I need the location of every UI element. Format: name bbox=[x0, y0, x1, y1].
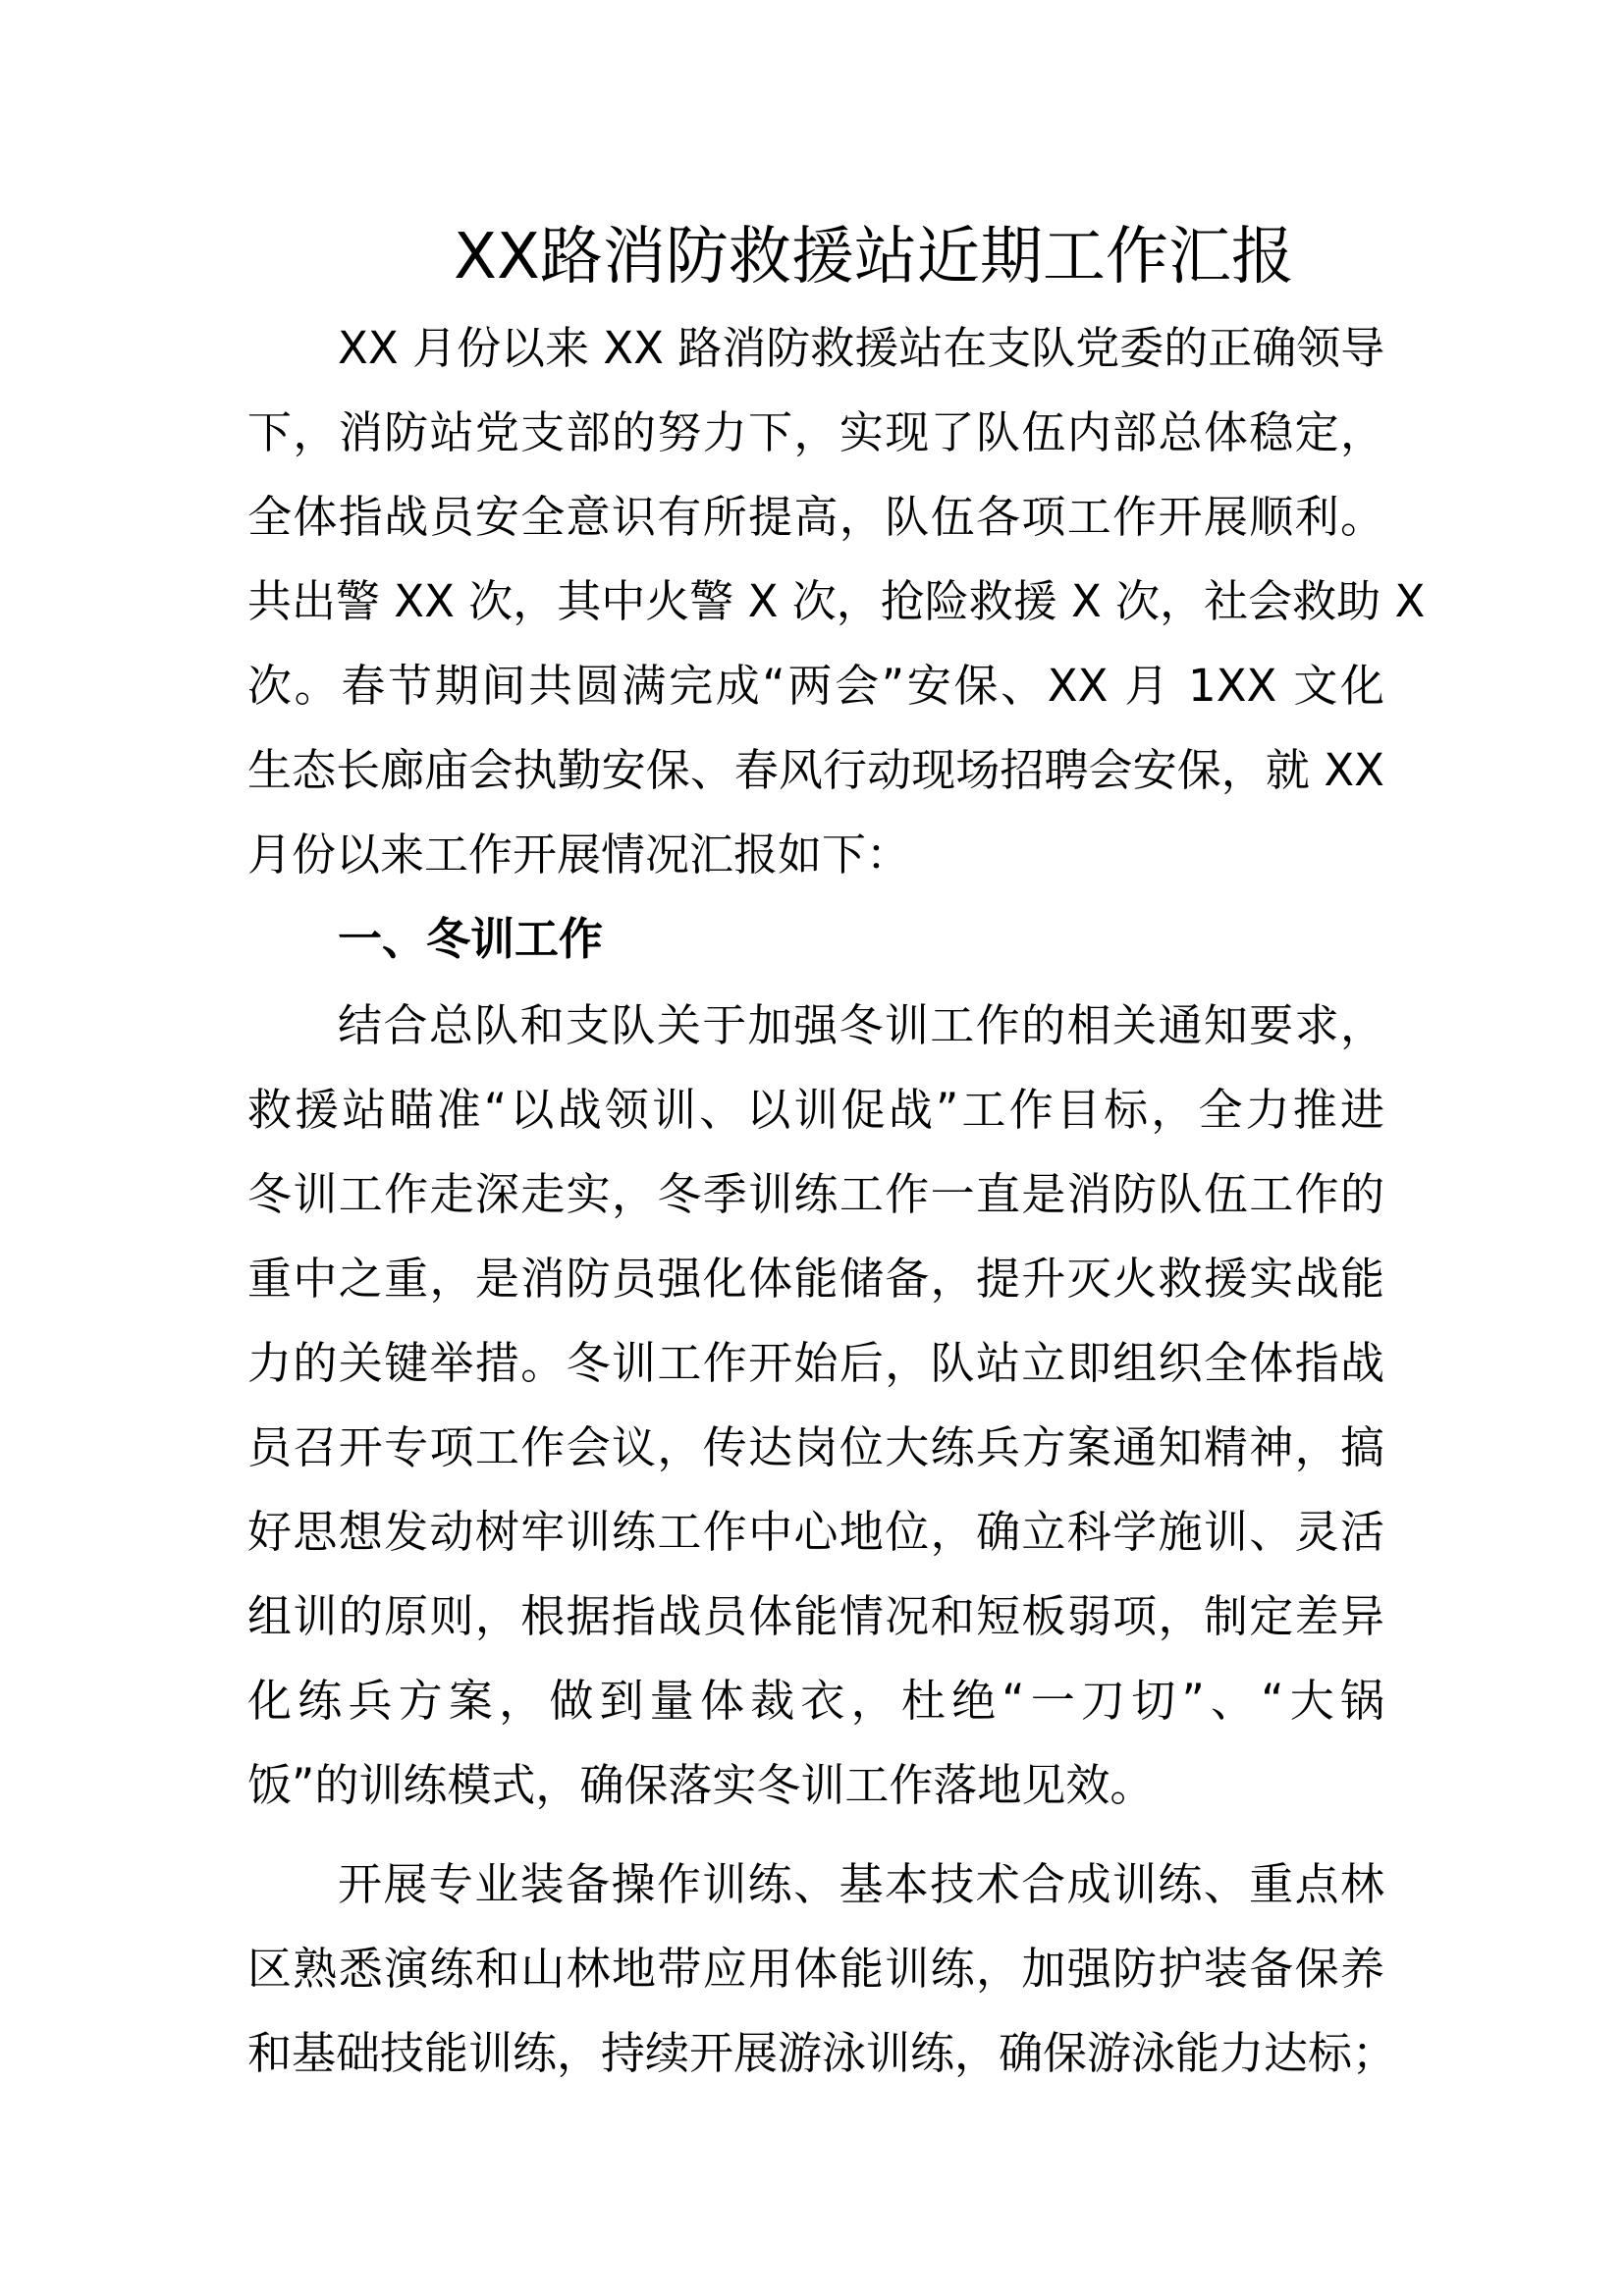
paragraph-intro bbox=[247, 306, 1426, 897]
text-line: 重中之重，是消防员强化体能储备，提升灭火救援实战能 bbox=[247, 1253, 1384, 1305]
text-line: 区熟悉演练和山林地带应用体能训练，加强防护装备保养 bbox=[247, 1943, 1384, 1995]
section-heading-winter-training bbox=[247, 897, 1384, 982]
text-line: 救援站瞄准“以战领训、以训促战”工作目标，全力推进 bbox=[247, 1084, 1384, 1136]
text-line: 月份以来工作开展情况汇报如下： bbox=[247, 828, 911, 881]
text-line: 全体指战员安全意识有所提高，队伍各项工作开展顺利。 bbox=[247, 491, 1384, 543]
text-line: 次。春节期间共圆满完成“两会”安保、XX 月 1XX 文化 bbox=[247, 660, 1384, 712]
text-line: 共出警 XX 次，其中火警 X 次，抢险救援 X 次，社会救助 X bbox=[247, 575, 1426, 627]
text-line: 和基础技能训练，持续开展游泳训练，确保游泳能力达标； bbox=[247, 2027, 1397, 2079]
document-title: XX路消防救援站近期工作汇报 bbox=[454, 221, 1294, 294]
text-line: 下，消防站党支部的努力下，实现了队伍内部总体稳定， bbox=[247, 406, 1384, 458]
text-line: 力的关键举措。冬训工作开始后，队站立即组织全体指战 bbox=[247, 1337, 1384, 1389]
text-line: 开展专业装备操作训练、基本技术合成训练、重点林 bbox=[338, 1858, 1384, 1910]
text-line: 好思想发动树牢训练工作中心地位，确立科学施训、灵活 bbox=[247, 1506, 1384, 1558]
text-line: 冬训工作走深走实，冬季训练工作一直是消防队伍工作的 bbox=[247, 1168, 1384, 1220]
text-line: 结合总队和支队关于加强冬训工作的相关通知要求， bbox=[338, 999, 1384, 1051]
text-line: 化练兵方案，做到量体裁衣，杜绝“一刀切”、“大锅 bbox=[247, 1675, 1384, 1727]
text-line: 组训的原则，根据指战员体能情况和短板弱项，制定差异 bbox=[247, 1590, 1384, 1642]
text-line: 员召开专项工作会议，传达岗位大练兵方案通知精神，搞 bbox=[247, 1421, 1384, 1473]
section-heading: 一、冬训工作 bbox=[338, 913, 604, 965]
text-line: 生态长廊庙会执勤安保、春风行动现场招聘会安保，就 XX bbox=[247, 744, 1384, 796]
paragraph-winter-training bbox=[247, 984, 1384, 1828]
text-line: XX 月份以来 XX 路消防救援站在支队党委的正确领导 bbox=[338, 322, 1385, 374]
paragraph-equipment-training bbox=[247, 1842, 1397, 2096]
text-line: 饭”的训练模式，确保落实冬训工作落地见效。 bbox=[247, 1759, 1155, 1811]
